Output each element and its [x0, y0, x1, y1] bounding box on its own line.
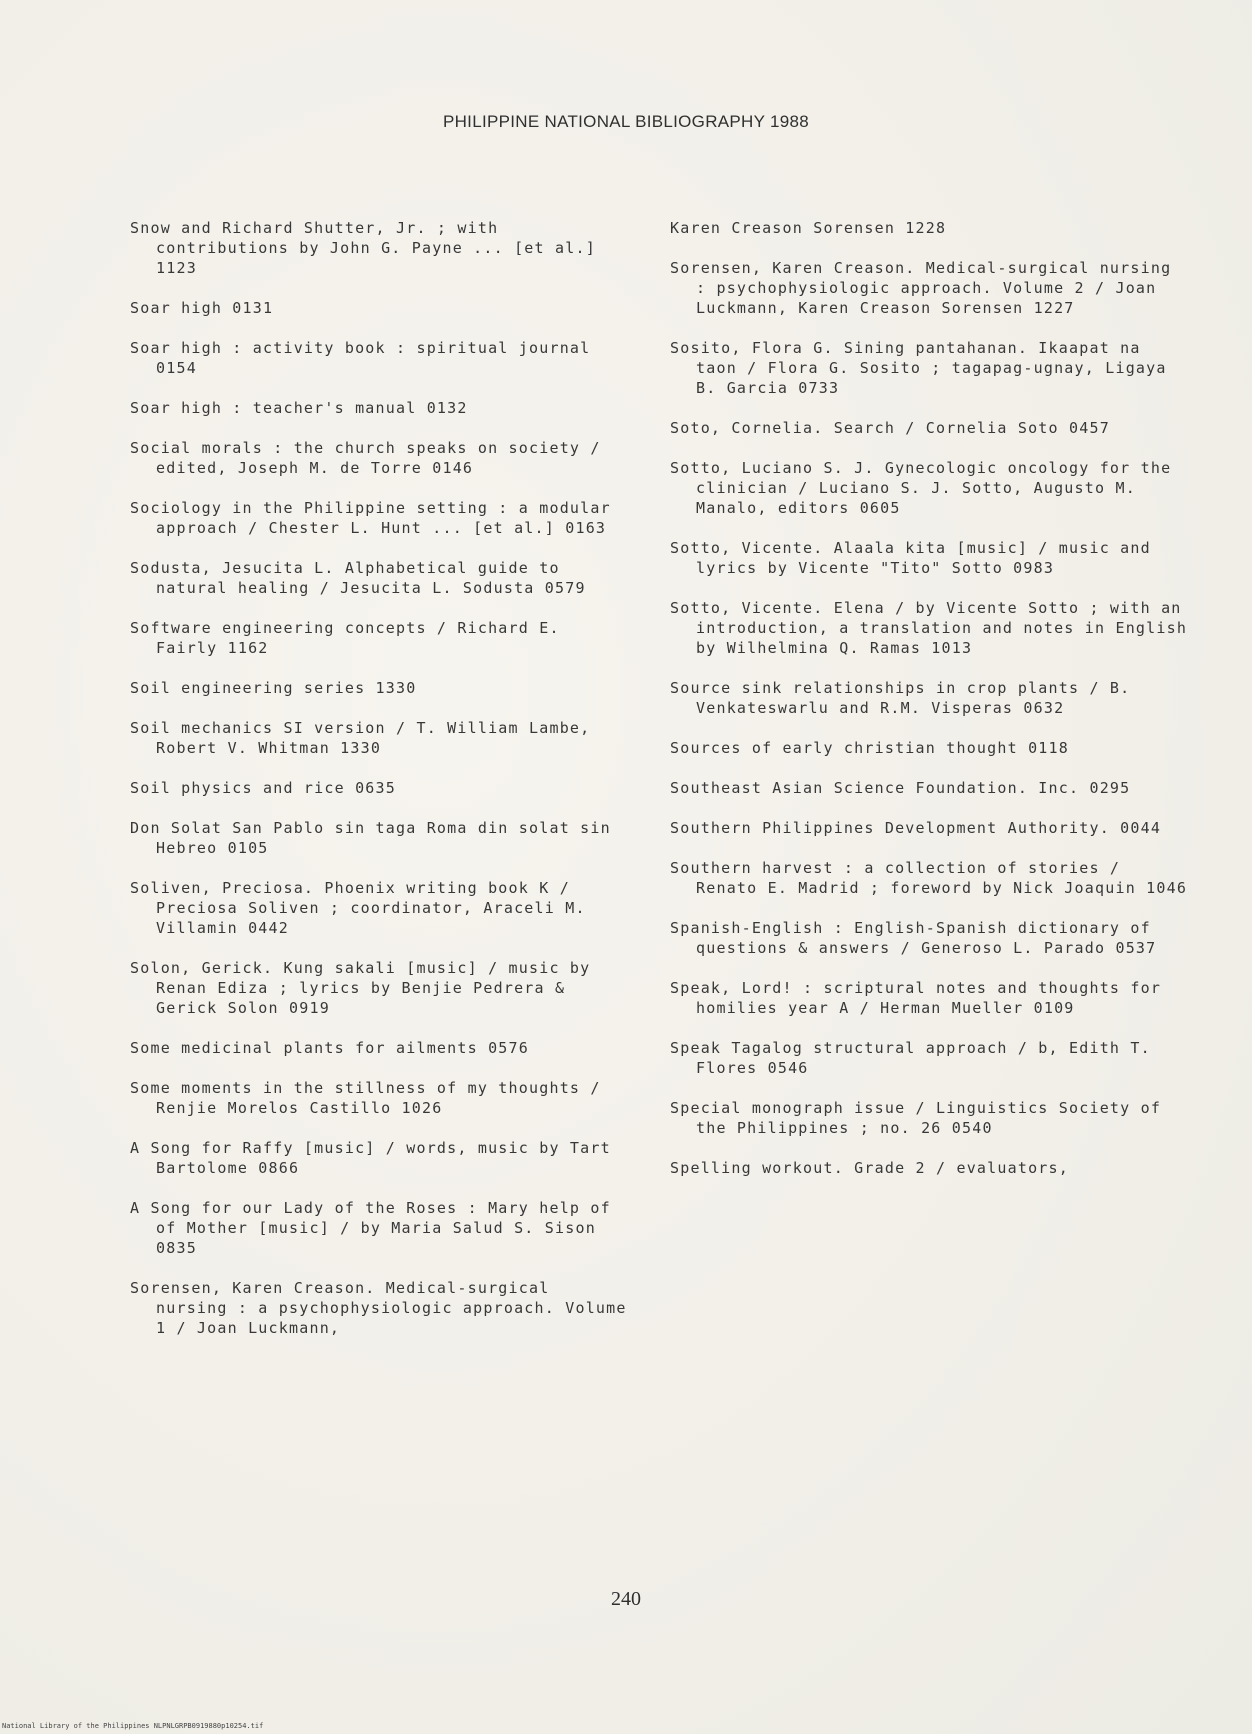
bibliography-entry: Sotto, Luciano S. J. Gynecologic oncology for the clinician / Luciano S. J. Sotto, Augusto M. Manalo, editors 0605	[670, 459, 1172, 517]
scan-stamp: National Library of the Philippines NLPNLGRPB0919880p10254.tif	[2, 1722, 264, 1730]
page-number: 240	[611, 1588, 641, 1610]
bibliography-entry: Software engineering concepts / Richard E. Fairly 1162	[130, 619, 560, 657]
bibliography-entry: Soar high : teacher's manual 0132	[130, 399, 468, 417]
bibliography-entry: Sorensen, Karen Creason. Medical-surgical nursing : a psychophysiologic approach. Volume 1 / Joan Luckmann,	[130, 1279, 627, 1337]
bibliography-entry: Soar high 0131	[130, 299, 274, 317]
bibliography-entry: Snow and Richard Shutter, Jr. ; with contributions by John G. Payne ... [et al.] 1123	[130, 219, 596, 277]
bibliography-entry: Sosito, Flora G. Sining pantahanan. Ikaapat na taon / Flora G. Sosito ; tagapag-ugnay, Ligaya B. Garcia 0733	[670, 339, 1167, 397]
bibliography-entry: Soil mechanics SI version / T. William Lambe, Robert V. Whitman 1330	[130, 719, 591, 757]
bibliography-entry: Southeast Asian Science Foundation. Inc. 0295	[670, 779, 1131, 797]
bibliography-entry: Sociology in the Philippine setting : a modular approach / Chester L. Hunt ... [et al.] 0163	[130, 499, 611, 537]
bibliography-entry: Southern Philippines Development Authority. 0044	[670, 819, 1162, 837]
bibliography-entry: Sotto, Vicente. Elena / by Vicente Sotto ; with an introduction, a translation and notes in English by Wilhelmina Q. Ramas 1013	[670, 599, 1188, 657]
bibliography-entry: Soar high : activity book : spiritual journal 0154	[130, 339, 591, 377]
bibliography-entry: A Song for Raffy [music] / words, music by Tart Bartolome 0866	[130, 1139, 611, 1177]
bibliography-entry: Don Solat San Pablo sin taga Roma din solat sin Hebreo 0105	[130, 819, 611, 857]
bibliography-entry: Soil engineering series 1330	[130, 679, 417, 697]
running-head: PHILIPPINE NATIONAL BIBLIOGRAPHY 1988	[442, 112, 810, 131]
bibliography-entry: A Song for our Lady of the Roses : Mary help of of Mother [music] / by Maria Salud S. Sison 0835	[130, 1199, 611, 1257]
bibliography-entry: Sodusta, Jesucita L. Alphabetical guide to natural healing / Jesucita L. Sodusta 0579	[130, 559, 586, 597]
bibliography-entry: Karen Creason Sorensen 1228	[670, 219, 947, 237]
bibliography-entry: Speak, Lord! : scriptural notes and thoughts for homilies year A / Herman Mueller 0109	[670, 979, 1162, 1017]
bibliography-entry: Soil physics and rice 0635	[130, 779, 396, 797]
bibliography-entry: Speak Tagalog structural approach / b, Edith T. Flores 0546	[670, 1039, 1151, 1077]
bibliography-entry: Spanish-English : English-Spanish dictionary of questions & answers / Generoso L. Parado 0537	[670, 919, 1157, 957]
bibliography-entry: Sorensen, Karen Creason. Medical-surgical nursing : psychophysiologic approach. Volume 2 / Joan Luckmann, Karen Creason Sorensen 1227	[670, 259, 1172, 317]
right-column	[670, 218, 1190, 1198]
bibliography-entry: Some moments in the stillness of my thoughts / Renjie Morelos Castillo 1026	[130, 1079, 601, 1117]
bibliography-entry: Sources of early christian thought 0118	[670, 739, 1069, 757]
bibliography-entry: Southern harvest : a collection of stories / Renato E. Madrid ; foreword by Nick Joaquin 1046	[670, 859, 1188, 897]
bibliography-entry: Sotto, Vicente. Alaala kita [music] / music and lyrics by Vicente "Tito" Sotto 0983	[670, 539, 1151, 577]
bibliography-entry: Social morals : the church speaks on society / edited, Joseph M. de Torre 0146	[130, 439, 601, 477]
bibliography-entry: Soto, Cornelia. Search / Cornelia Soto 0457	[670, 419, 1110, 437]
bibliography-entry: Special monograph issue / Linguistics Society of the Philippines ; no. 26 0540	[670, 1099, 1162, 1137]
bibliography-entry: Some medicinal plants for ailments 0576	[130, 1039, 529, 1057]
bibliography-entry: Source sink relationships in crop plants / B. Venkateswarlu and R.M. Visperas 0632	[670, 679, 1131, 717]
bibliography-entry: Spelling workout. Grade 2 / evaluators,	[670, 1159, 1069, 1177]
left-column	[130, 218, 630, 1358]
bibliography-entry: Solon, Gerick. Kung sakali [music] / music by Renan Ediza ; lyrics by Benjie Pedrera & Gerick Solon 0919	[130, 959, 591, 1017]
bibliography-entry: Soliven, Preciosa. Phoenix writing book K / Preciosa Soliven ; coordinator, Araceli M. Villamin 0442	[130, 879, 586, 937]
